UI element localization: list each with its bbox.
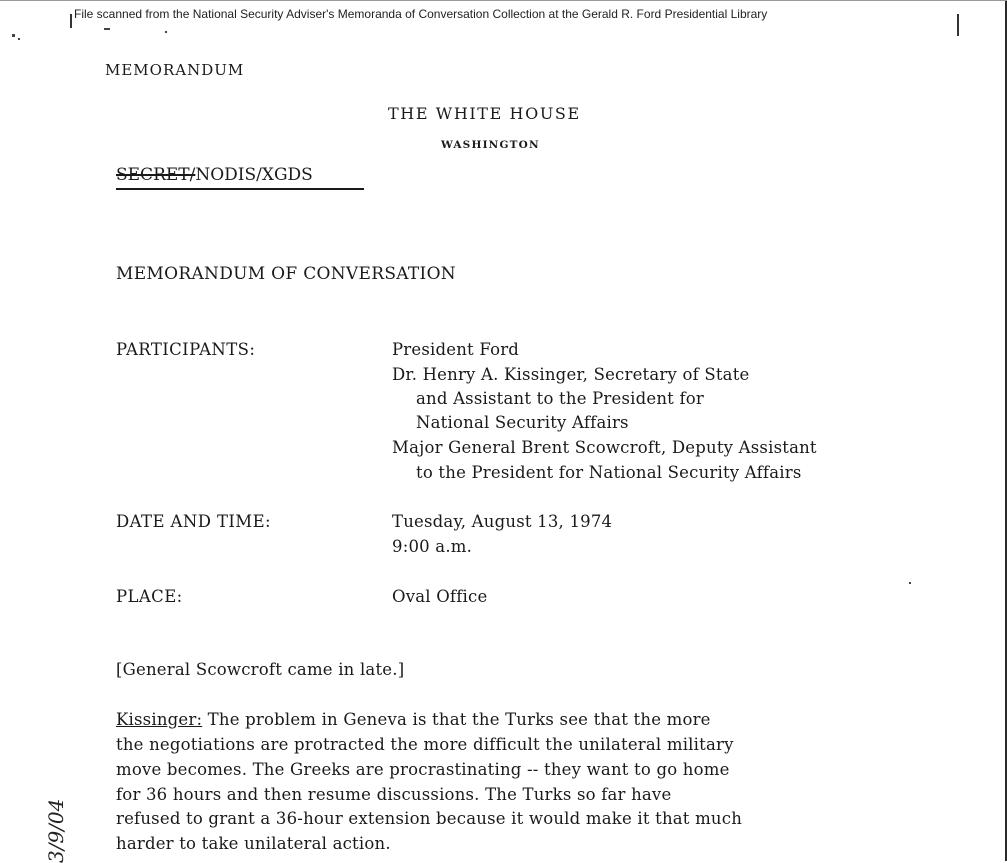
date-time-label: DATE AND TIME: (116, 512, 271, 531)
participant-line: Dr. Henry A. Kissinger, Secretary of State (392, 365, 750, 384)
letterhead-title: THE WHITE HOUSE (388, 104, 581, 123)
letterhead-city: WASHINGTON (441, 139, 540, 151)
body-line: harder to take unilateral action. (116, 834, 391, 853)
body-line (116, 710, 711, 729)
classification-struck: SECRET/ (116, 165, 196, 185)
archive-header-note: File scanned from the National Security Adviser's Memoranda of Conversation Collection at the Gerald R. Ford Presidential Library (74, 7, 768, 21)
place-value: Oval Office (392, 587, 488, 606)
scan-mark-left (70, 14, 72, 28)
document-title: MEMORANDUM OF CONVERSATION (116, 264, 456, 284)
participant-line: Major General Brent Scowcroft, Deputy Assistant (392, 438, 817, 457)
date-line: Tuesday, August 13, 1974 (392, 512, 613, 531)
time-line: 9:00 a.m. (392, 537, 473, 556)
scan-mark-right (957, 14, 959, 36)
classification-marking (116, 165, 313, 185)
scan-speck (18, 38, 20, 40)
participant-line: President Ford (392, 340, 520, 359)
frame-top-rule (0, 0, 1007, 1)
classification-current: NODIS/XGDS (195, 165, 313, 185)
place-label: PLACE: (116, 587, 183, 606)
handwritten-margin-date: 3/9/04 (44, 798, 68, 863)
body-line: move becomes. The Greeks are procrastinating -- they want to go home (116, 760, 730, 779)
speaker-name: Kissinger: (116, 710, 203, 729)
body-line: the negotiations are protracted the more difficult the unilateral military (116, 735, 734, 754)
scan-speck (165, 31, 167, 33)
scan-speck (909, 582, 911, 584)
participant-line: to the President for National Security Affairs (416, 463, 802, 482)
memorandum-heading: MEMORANDUM (105, 61, 245, 79)
body-line: refused to grant a 36-hour extension because it would make it that much (116, 809, 743, 828)
scan-speck (104, 28, 110, 30)
classification-underline (116, 188, 364, 190)
body-text: The problem in Geneva is that the Turks see that the more (202, 710, 711, 729)
bracket-note: [General Scowcroft came in late.] (116, 660, 405, 679)
scan-speck (12, 34, 15, 37)
participant-line: National Security Affairs (416, 413, 629, 432)
body-line: for 36 hours and then resume discussions. The Turks so far have (116, 785, 672, 804)
participant-line: and Assistant to the President for (416, 389, 704, 408)
participants-label: PARTICIPANTS: (116, 340, 256, 359)
